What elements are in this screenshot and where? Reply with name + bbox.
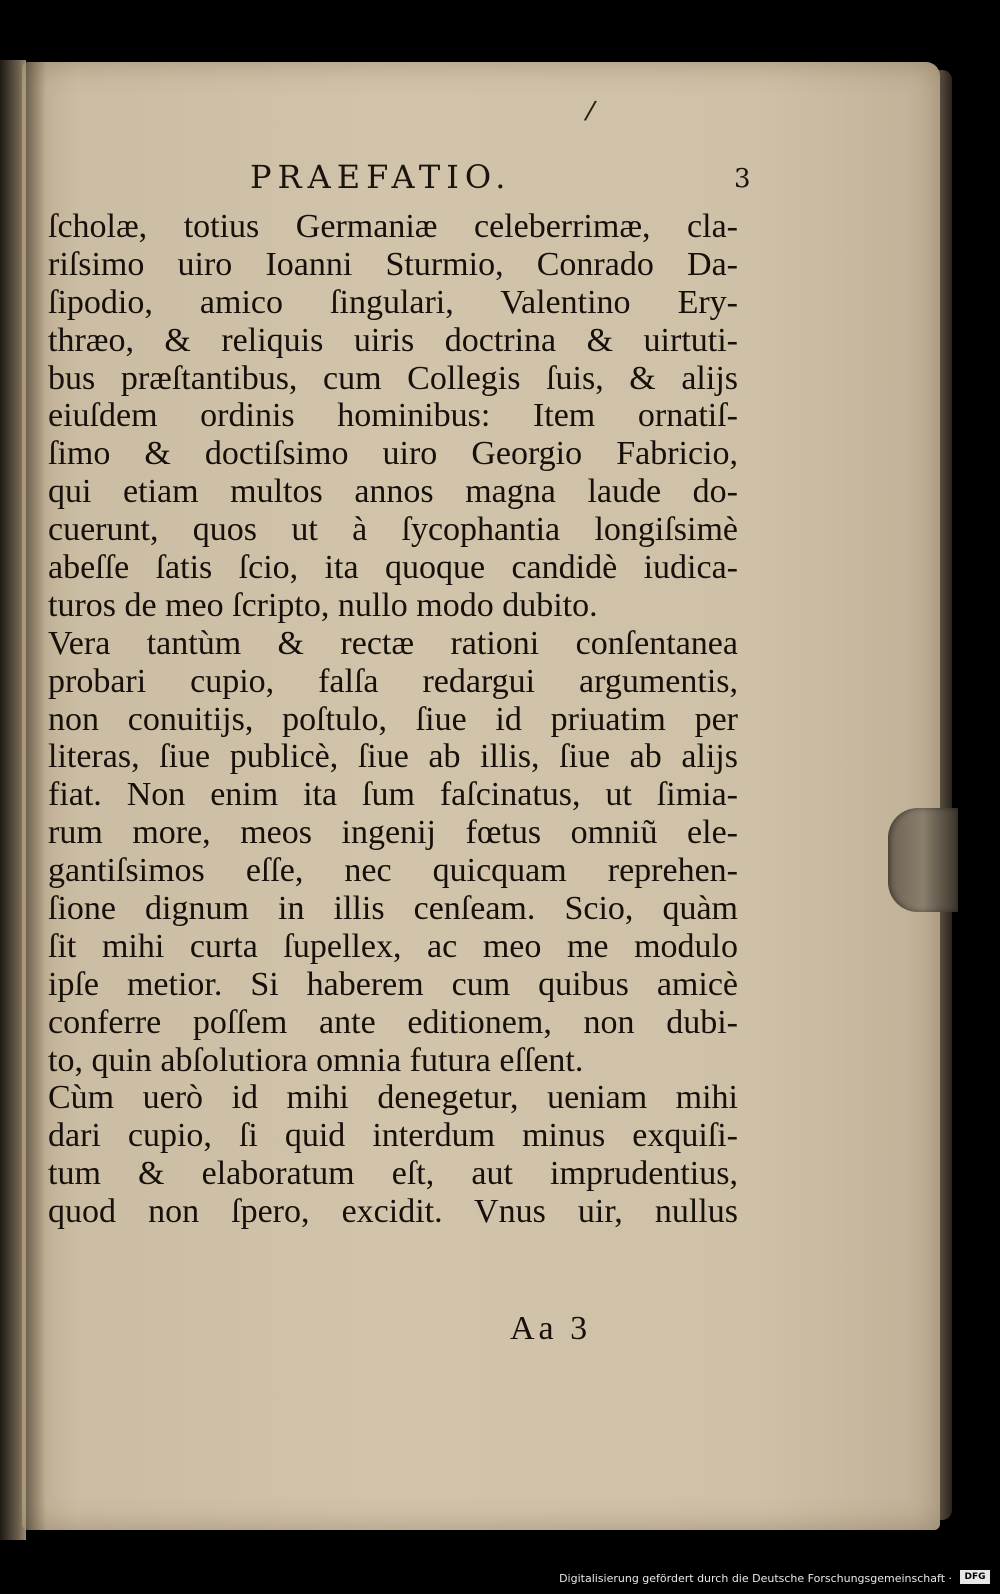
text-line: to, quin abſolutiora omnia futura eſſent. (48, 1041, 584, 1079)
text-line: Vera tantùm & rectæ rationi conſentanea (48, 624, 738, 662)
text-line: quod non ſpero, excidit. Vnus uir, nullus (48, 1193, 738, 1231)
text-line: ſimo & doctiſsimo uiro Georgio Fabricio, (48, 435, 738, 473)
text-line: probari cupio, falſa redargui argumentis, (48, 662, 738, 700)
text-line: turos de meo ſcripto, nullo modo dubito. (48, 586, 598, 624)
text-line: abeſſe ſatis ſcio, ita quoque candidè iudica- (48, 549, 738, 587)
dfg-logo-icon: DFG (960, 1570, 990, 1584)
page-heading: PRAEFATIO. (250, 158, 512, 196)
page-number: 3 (734, 164, 751, 194)
text-line: dari cupio, ſi quid interdum minus exquiſi- (48, 1117, 738, 1155)
text-line: riſsimo uiro Ioanni Sturmio, Conrado Da- (48, 245, 738, 283)
text-line: ſit mihi curta ſupellex, ac meo me modulo (48, 927, 738, 965)
text-line: thræo, & reliquis uiris doctrina & uirtuti- (48, 321, 738, 359)
text-line: rum more, meos ingenij fœtus omniũ ele- (48, 814, 738, 852)
text-line: Cùm uerò id mihi denegetur, ueniam mihi (48, 1079, 738, 1117)
text-line: non conuitijs, poſtulo, ſiue id priuatim per (48, 700, 738, 738)
body-text (48, 208, 738, 1231)
gutter-shadow (26, 62, 46, 1530)
text-line: literas, ſiue publicè, ſiue ab illis, ſiue ab alijs (48, 738, 738, 776)
text-line: cuerunt, quos ut à ſycophantia longiſsimè (48, 511, 738, 549)
text-line: conferre poſſem ante editionem, non dubi- (48, 1003, 738, 1041)
text-line: tum & elaboratum eſt, aut imprudentius, (48, 1155, 738, 1193)
text-line: bus præſtantibus, cum Collegis ſuis, & alijs (48, 359, 738, 397)
text-line: ſipodio, amico ſingulari, Valentino Ery- (48, 283, 738, 321)
signature-mark: Aa 3 (510, 1310, 592, 1347)
text-line: gantiſsimos eſſe, nec quicquam reprehen- (48, 852, 738, 890)
footer-bar (0, 1548, 1000, 1594)
text-line: ipſe metior. Si haberem cum quibus amicè (48, 965, 738, 1003)
text-line: eiuſdem ordinis hominibus: Item ornatiſ- (48, 397, 738, 435)
text-line: fiat. Non enim ita ſum faſcinatus, ut ſimia- (48, 776, 738, 814)
footer-credit: Digitalisierung gefördert durch die Deutsche Forschungsgemeinschaft · (559, 1572, 952, 1585)
text-line: qui etiam multos annos magna laude do- (48, 473, 738, 511)
text-line: ſcholæ, totius Germaniæ celeberrimæ, cla- (48, 208, 738, 245)
text-line: ſione dignum in illis cenſeam. Scio, quàm (48, 890, 738, 928)
top-mark: / (582, 95, 598, 127)
book-clip (888, 808, 958, 912)
